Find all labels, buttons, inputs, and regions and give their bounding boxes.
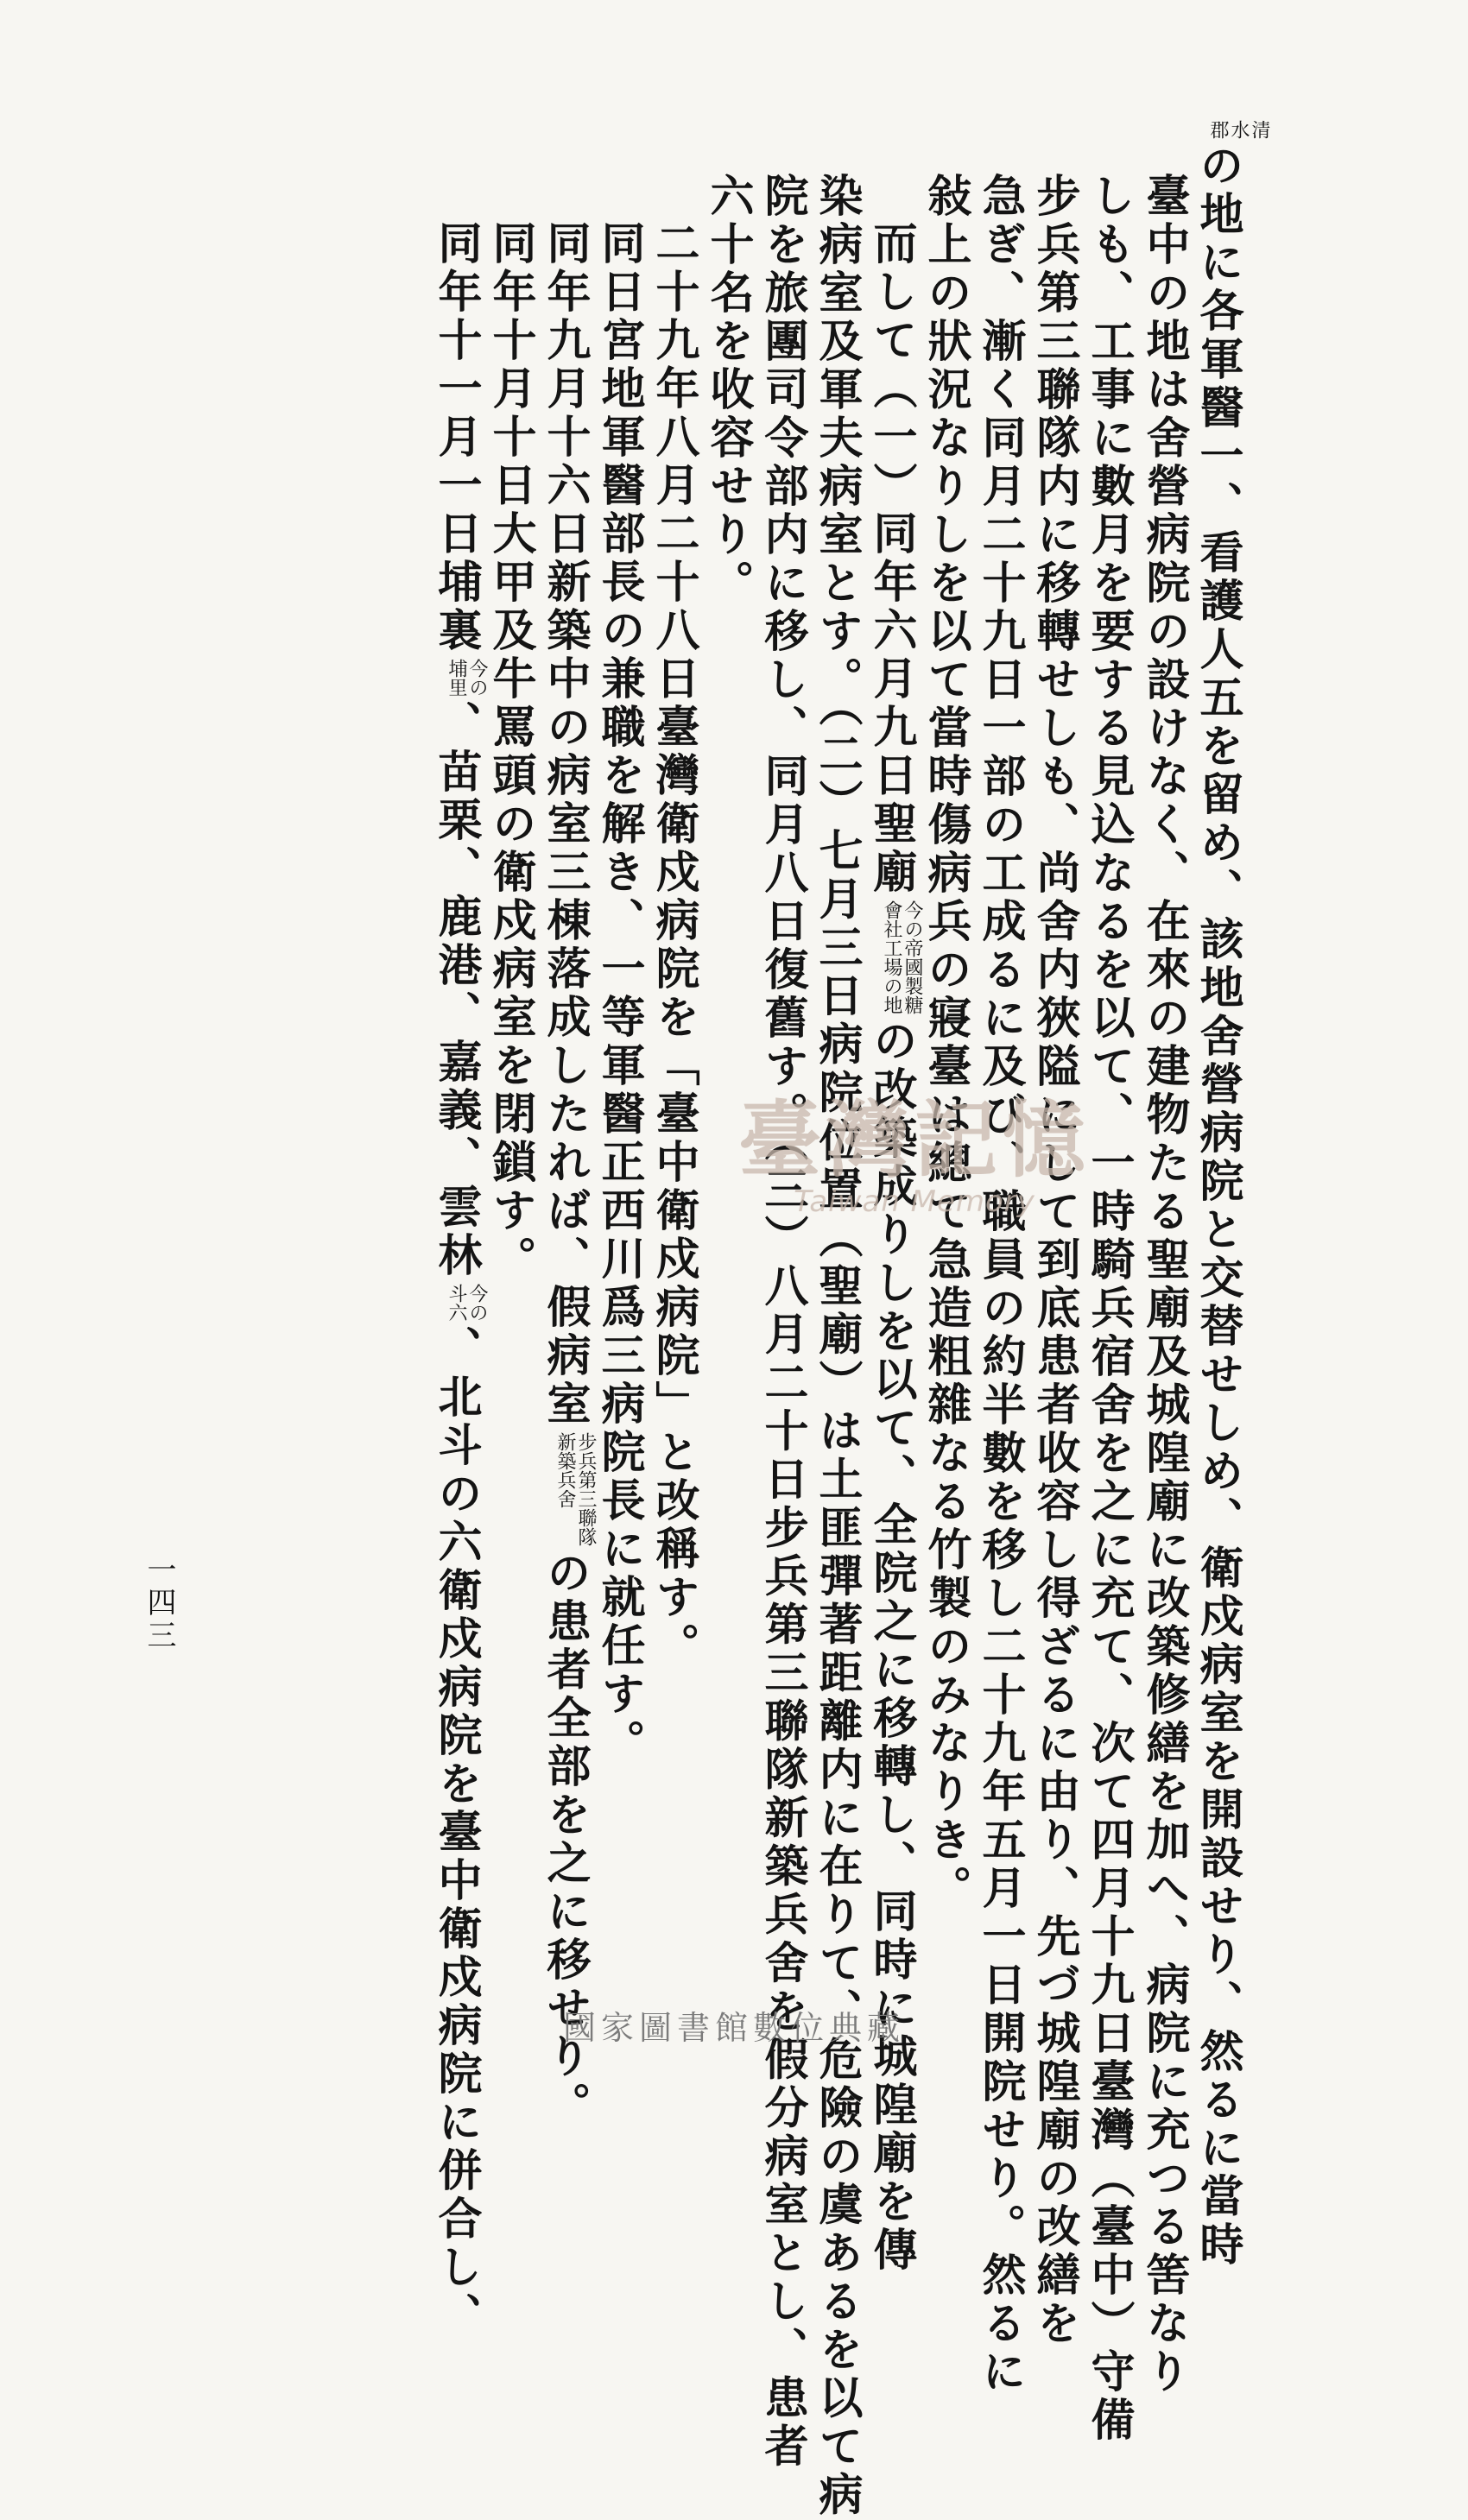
text-column-13 <box>539 220 597 2130</box>
watermark-chinese: 臺灣記憶 <box>738 1092 1091 1189</box>
column-text: 敍上の狀況なりしを以て當時傷病兵の寢臺は總て急造粗雜なる竹製のみなりき。 <box>920 173 971 1913</box>
text-column-10 <box>702 173 754 608</box>
text-column-1 <box>1192 117 1269 2270</box>
text-column-3 <box>1083 173 1135 2445</box>
place-annotation: 清 水 郡 <box>1207 120 1270 139</box>
text-column-2 <box>1138 173 1190 2397</box>
taiwan-memory-watermark <box>738 1075 1091 1219</box>
column-text: 院を旅團司令部内に移し、同月八日復舊す。（三）八月二十日步兵第三聯隊新築兵舍を假分病室とし、患者 <box>756 173 808 2472</box>
column-text: 同日宮地軍醫部長の兼職を解き、一等軍醫正西川爲三病院長に就任す。 <box>593 220 645 1767</box>
library-footer: 國家圖書館數位典藏 <box>562 2009 905 2047</box>
column-text: 二十九年八月二十八日臺灣衛戍病院を「臺中衛戍病院」と改稱す。 <box>648 220 699 1671</box>
puli-annotation: 今の 埔里 <box>446 659 488 697</box>
column-text: 而して（一）同年六月九日聖廟 <box>865 220 917 897</box>
column-text: しも、工事に數月を要する見込なるを以て、一時騎兵宿舍を之に充て、次て四月十九日臺灣（臺中）守備 <box>1083 173 1135 2445</box>
column-text: 同年十月十日大甲及牛罵頭の衛戍病室を閉鎖す。 <box>484 220 536 1284</box>
douliu-annotation: 今の 斗六 <box>446 1284 488 1322</box>
text-column-9 <box>756 173 808 2472</box>
watermark-english: Taiwan Memory <box>794 1184 1035 1219</box>
text-column-14 <box>484 220 536 1284</box>
column-text: の地に各軍醫一、看護人五を留め、該地舍營病院と交替せしめ、衛戍病室を開設せり、然るに當時 <box>1192 142 1243 2270</box>
column-text: 臺中の地は舍營病院の設けなく、在來の建物たる聖廟及城隍廟に改築修繕を加へ、病院に充つる筈なり <box>1138 173 1190 2397</box>
column-text: 急ぎ、漸く同月二十九日一部の工成るに及び、職員の約半數を移し二十九年五月一日開院せり。然るに <box>974 173 1026 2397</box>
column-text: 染病室及軍夫病室とす。（二）七月三日病院位置（聖廟）は土匪彈著距離内に在りて、危險の虞あるを以て病 <box>811 173 863 2520</box>
location-annotation: 今の帝國製糖 會社工場の地 <box>881 900 923 1014</box>
text-column-11 <box>648 220 699 1671</box>
text-column-15 <box>430 220 488 2340</box>
barracks-annotation: 步兵第三聯隊 新築兵舍 <box>554 1432 597 1546</box>
column-text: の患者全部を之に移せり。 <box>539 1550 591 2130</box>
text-column-8 <box>811 173 863 2520</box>
column-text: の改築成りしを以て、全院之に移轉し、同時に城隍廟を傳 <box>865 1018 917 2275</box>
text-column-12 <box>593 220 645 1767</box>
column-text: 步兵第三聯隊内に移轉せしも、尚舍内狹隘にして到底患者收容し得ざるに由り、先づ城隍廟の改繕を <box>1028 173 1080 2348</box>
column-text: 、北斗の六衛戍病院を臺中衛戍病院に併合し、 <box>430 1325 482 2340</box>
column-text: 同年九月十六日新築中の病室三棟落成したれば、假病室 <box>539 220 591 1429</box>
page-number: 一四三 <box>142 1554 176 1652</box>
column-text: 同年十一月一日埔裏 <box>430 220 482 655</box>
column-text: 六十名を收容せり。 <box>702 173 754 608</box>
text-column-5 <box>974 173 1026 2397</box>
text-column-6 <box>920 173 971 1913</box>
column-text: 、苗栗、鹿港、嘉義、雲林 <box>430 700 482 1280</box>
